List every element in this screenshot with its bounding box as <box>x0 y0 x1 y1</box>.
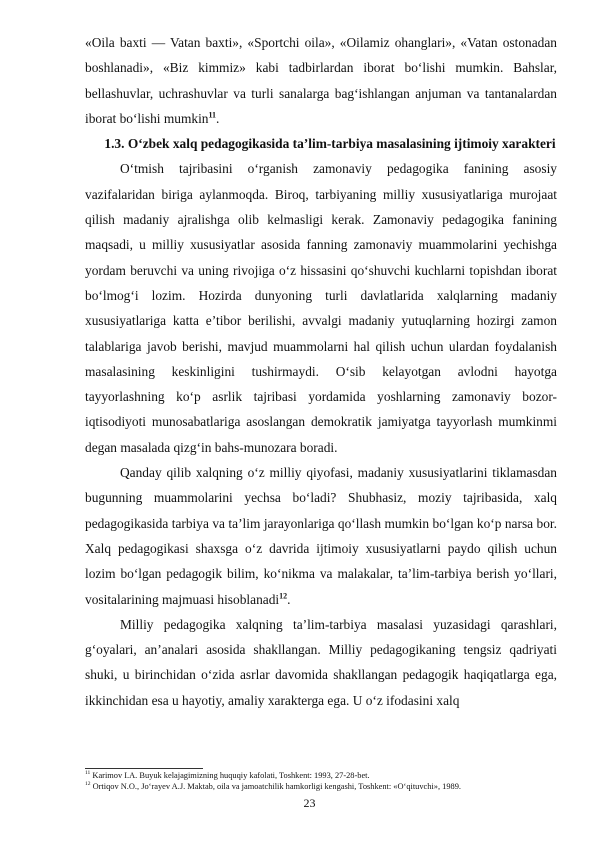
footnote-divider <box>85 768 203 769</box>
footnote-item <box>85 771 557 782</box>
intro-text: «Oila baxti — Vatan baxti», «Sportchi oila», «Oilamiz ohanglari», «Vatan ostonadan boshlanadi», «Biz kimmiz» kabi tadbirlardan iborat bo‘lishi mumkin. Bahslar, bellashuvlar, uchrashuvlar va turli sanalarga bag‘ishlangan anjuman va tantanalardan iborat bo‘lishi mumkin <box>85 35 557 126</box>
intro-end: . <box>216 110 220 126</box>
footnote-text: Karimov I.A. Buyuk kelajagimizning huquqiy kafolati, Toshkent: 1993, 27-28-bet. <box>92 771 370 780</box>
intro-paragraph <box>85 30 557 131</box>
footnote-ref-12[interactable]: 12 <box>279 591 288 601</box>
footnote-number: 11 <box>85 770 91 777</box>
footnote-text: Ortiqov N.O., Jo‘rayev A.J. Maktab, oila va jamoatchilik hamkorligi kengashi, Toshkent: «O‘qituvchi», 1989. <box>92 781 461 791</box>
footnote-item <box>85 782 557 793</box>
page-number: 23 <box>303 796 316 810</box>
body-paragraph-1: O‘tmish tajribasini o‘rganish zamonaviy pedagogika fanining asosiy vazifalaridan biriga aylanmoqda. Biroq, tarbiyaning milliy xususiyatlariga murojaat qilish madaniy ajralishga olib kelmasligi kerak. Zamonaviy pedagogika fanining maqsadi, u milliy xususiyatlar asosida fanning zamonaviy muammolarini yechishga yordam beruvchi va uning rivojiga o‘z hissasini qo‘shuvchi kuchlarni topishdan iborat bo‘lmog‘i lozim. Hozirda dunyoning turli davlatlarida xalqlarning madaniy xususiyatlariga katta e’tibor berilishi, avvalgi madaniy yutuqlarning hozirgi zamon talablariga javob berishi, mavjud muammolarni hal qilish uchun ulardan foydalanish masalasining keskinligini tushirmaydi. O‘sib kelayotgan avlodni hayotga tayyorlashning ko‘p asrlik tajribasi yordamida yoshlarning zamonaviy bozor-iqtisodiyoti munosabatlariga asoslangan demokratik jamiyatga tayyorlash mumkinmi degan masalada qizg‘in bahs-munozara boradi. <box>85 161 557 455</box>
body-paragraph-2 <box>85 460 557 612</box>
footnotes <box>85 771 557 792</box>
paragraph-2-end: . <box>287 591 291 607</box>
body-paragraph-3: Milliy pedagogika xalqning ta’lim-tarbiya masalasi yuzasidagi qarashlari, g‘oyalari, an’analari asosida shakllangan. Milliy pedagogikaning tengsiz qadriyati shuki, u birinchidan o‘zida asrlar davomida shakllangan pedagogik haqiqatlarga ega, ikkinchidan esa u hayotiy, amaliy xarakterga ega. U o‘z ifodasini xalq <box>85 616 557 708</box>
footnote-number: 12 <box>85 780 91 787</box>
paragraph-2-text: Qanday qilib xalqning o‘z milliy qiyofasi, madaniy xususiyatlarini tiklamasdan bugunning muammolarini yechsa bo‘ladi? Shubhasiz, moziy tajribasida, xalq pedagogikasida tarbiya va ta’lim jarayonlariga qo‘llash mumkin bo‘lgan ko‘p narsa bor. Xalq pedagogikasi shaxsga o‘z davrida ijtimoiy xususiyatlarni paydo qilish uchun lozim bo‘lgan pedagogik bilim, ko‘nikma va malakalar, ta’lim-tarbiya berish yo‘llari, vositalarining majmuasi hisoblanadi <box>85 465 557 607</box>
section-heading: 1.3. O‘zbek xalq pedagogikasida ta’lim-tarbiya masalasining ijtimoiy xarakteri <box>104 136 556 152</box>
footnote-ref-11[interactable]: 11 <box>208 110 217 120</box>
